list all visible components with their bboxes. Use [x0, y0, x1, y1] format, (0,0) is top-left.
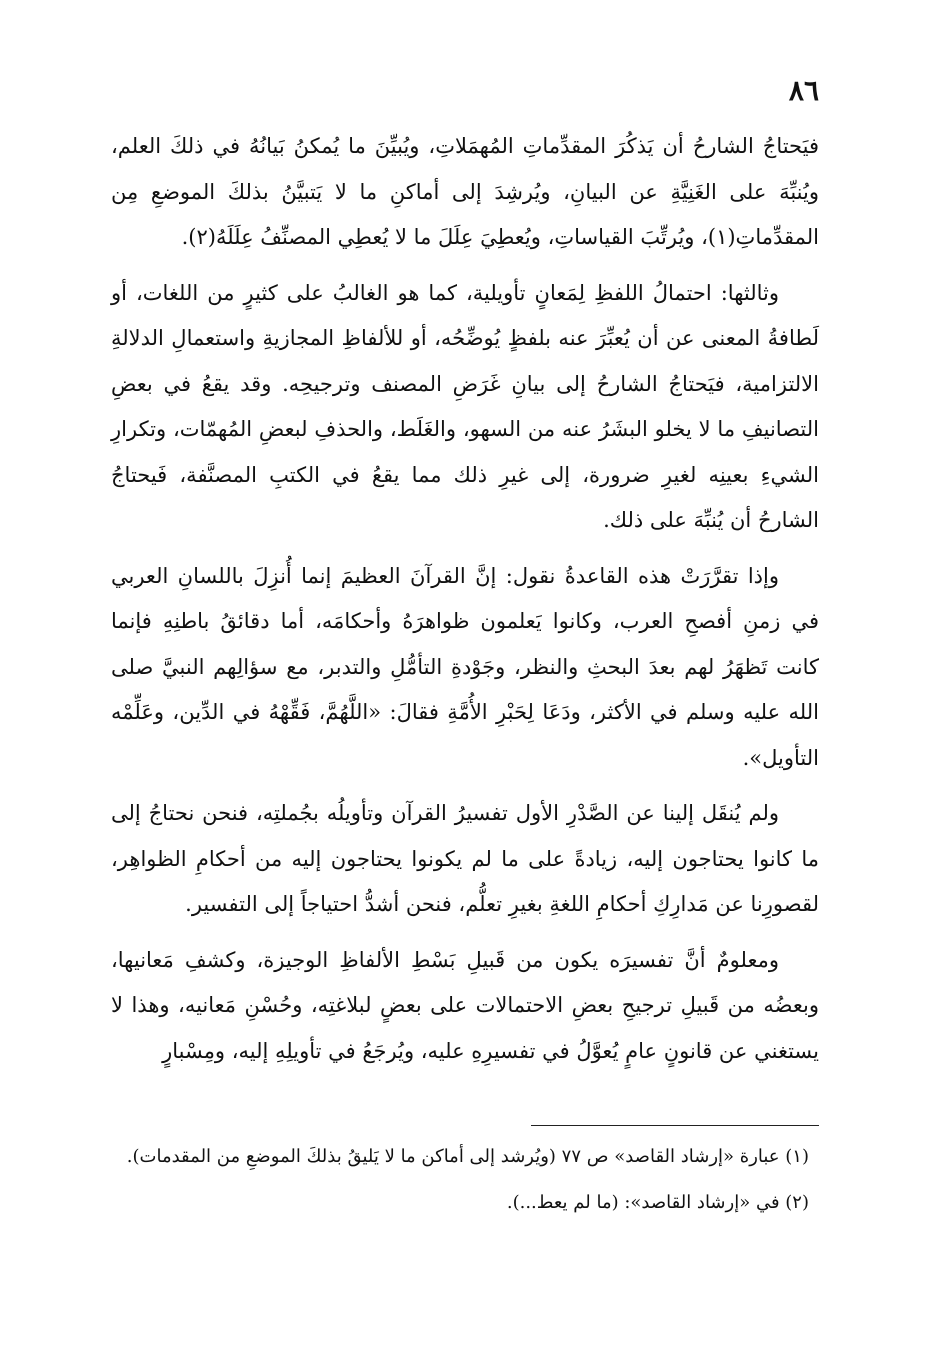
paragraph: ومعلومٌ أنَّ تفسيرَه يكون من قَبيلِ بَسْطِ الألفاظِ الوجيزة، وكشفِ مَعانيها، وبعضُه من قَبيلِ ترجيحِ بعضِ الاحتمالات على بعضٍ لبلاغتِه، وحُسْنِ مَعانيه، وهذا لا يستغني عن قانونٍ عامٍ يُعوَّلُ في تفسيرِهِ عليه، ويُرجَعُ في تأويلِهِ إليه، ومِسْبارٍ [111, 947, 819, 1063]
footnote: (١) عبارة «إرشاد القاصد» ص ٧٧ (ويُرشد إلى أماكن ما لا يَليقُ بذلكَ الموضعِ من المقدمات). [126, 1146, 809, 1167]
paragraph: وإذا تقرَّرَتْ هذه القاعدةُ نقول: إنَّ القرآنَ العظيمَ إنما أُنزِلَ باللسانِ العربي في زمنِ أفصحِ العرب، وكانوا يَعلمون ظواهرَهُ وأحكامَه، أما دقائقُ باطنِهِ فإنما كانت تَظهَرُ لهم بعدَ البحثِ والنظر، وجَوْدةِ التأمُّلِ والتدبر، مع سؤالِهم النبيَّ صلى الله عليه وسلم في الأكثر، ودَعَا لِحَبْرِ الأُمَّةِ فقالَ: «اللَّهُمَّ، فَقِّهْهُ في الدِّين، وعَلِّمْه التأويل». [111, 563, 819, 770]
paragraph: ولم يُنقَل إلينا عن الصَّدْرِ الأول تفسيرُ القرآن وتأويلُه بجُملتِه، فنحن نحتاجُ إلى ما كانوا يحتاجون إليه، زيادةً على ما لم يكونوا يحتاجون إليه من أحكامِ الظواهِر، لقصورِنا عن مَدارِكِ أحكامِ اللغةِ بغيرِ تعلُّم، فنحن أشدُّ احتياجاً إلى التفسير. [111, 801, 819, 916]
paragraph: فيَحتاجُ الشارحُ أن يَذكُرَ المقدِّماتِ المُهمَلاتِ، ويُبيِّنَ ما يُمكنُ بَيانُهُ في ذلكَ العلم، ويُنبِّهَ على الغَنِيَّةِ عن البيانِ، ويُرشِدَ إلى أماكنِ ما لا يَتبيَّنُ بذلكَ الموضعِ مِن المقدِّماتِ(١)، ويُرتِّبَ القياساتِ، ويُعطِيَ عِلَلَ ما لا يُعطِي المصنِّفُ عِلَلَهُ(٢). [111, 134, 819, 249]
body-text [111, 124, 819, 1084]
footnote-separator [531, 1125, 819, 1126]
footnotes [111, 1138, 819, 1230]
page-number: ٨٦ [788, 74, 819, 107]
footnote: (٢) في «إرشاد القاصد»: (ما لم يعط...). [506, 1192, 809, 1213]
paragraph: وثالثها: احتمالُ اللفظِ لِمَعانٍ تأويلية، كما هو الغالبُ على كثيرٍ من اللغات، أو لَطافةُ المعنى عن أن يُعبِّرَ عنه بلفظٍ يُوضِّحُه، أو للألفاظِ المجازيةِ واستعمالِ الدلالةِ الالتزامية، فيَحتاجُ الشارحُ إلى بيانِ غَرَضِ المصنف وترجيحِه. وقد يقعُ في بعضِ التصانيفِ ما لا يخلو البشَرُ عنه من السهو، والغَلَط، والحذفِ لبعضِ المُهمّات، وتكرارِ الشيءِ بعينِه لغيرِ ضرورة، إلى غيرِ ذلك مما يقعُ في الكتبِ المصنَّفة، فَيحتاجُ الشارحُ أن يُنبِّهَ على ذلك. [111, 280, 819, 532]
